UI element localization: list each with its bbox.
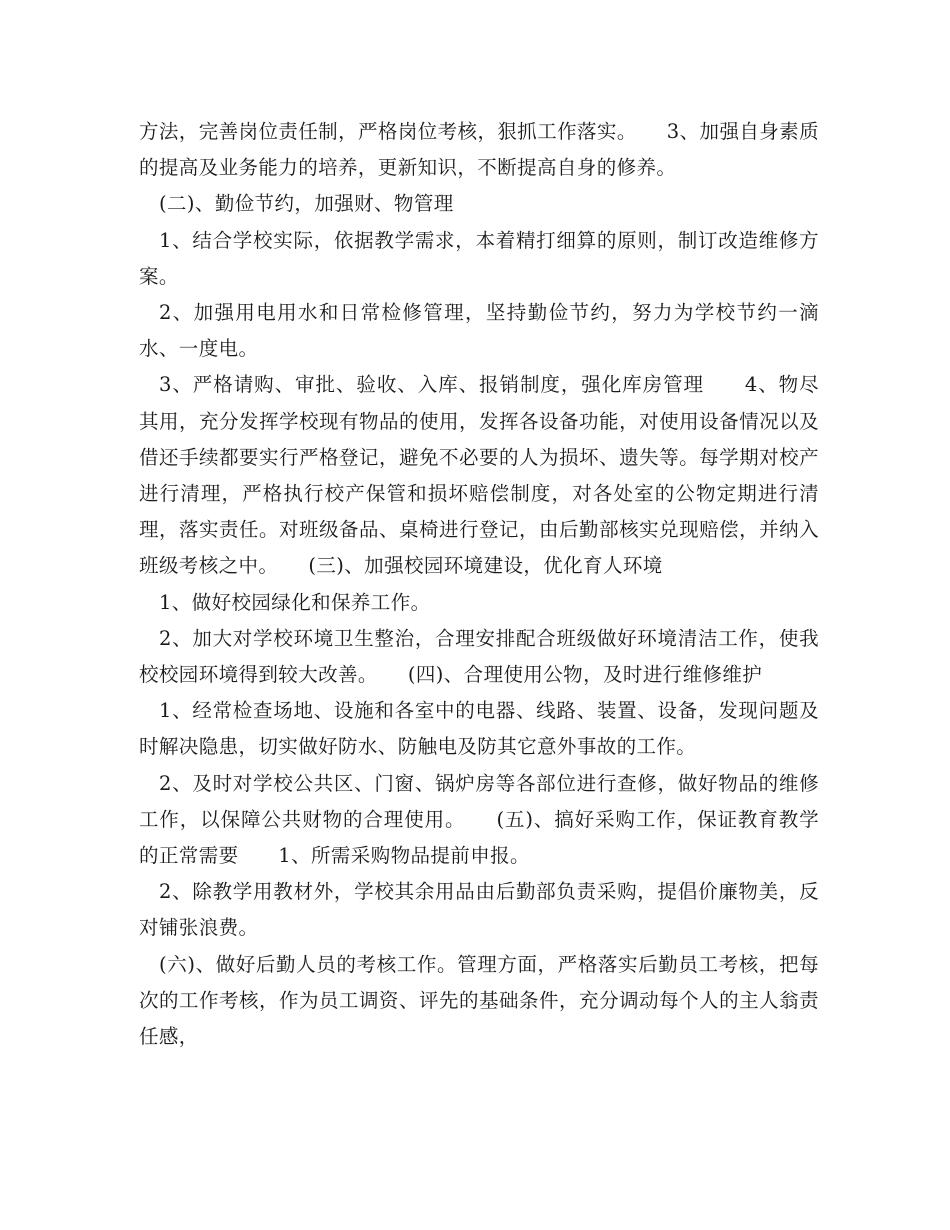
paragraph: 1、做好校园绿化和保养工作。 xyxy=(159,590,431,614)
paragraph: 2、加强用电用水和日常检修管理，坚持勤俭节约，努力为学校节约一滴水、一度电。 xyxy=(139,301,819,361)
paragraph: 2、及时对学校公共区、门窗、锅炉房等各部位进行查修，做好物品的维修工作，以保障公共财物的合理使用。 (五)、搞好采购工作，保证教育教学的正常需要 1、所需采购物品提前申报。 xyxy=(139,771,819,868)
section-heading: (六)、做好后勤人员的考核工作。管理方面，严格落实后勤员工考核，把每次的工作考核，作为员工调资、评先的基础条件，充分调动每个人的主人翁责任感， xyxy=(139,952,819,1049)
document-body xyxy=(139,114,819,1055)
paragraph: 1、结合学校实际，依据教学需求，本着精打细算的原则，制订改造维修方案。 xyxy=(139,228,819,288)
section-heading: (二)、勤俭节约，加强财、物管理 xyxy=(159,192,454,216)
paragraph: 2、加大对学校环境卫生整治，合理安排配合班级做好环境清洁工作，使我校校园环境得到较大改善。 (四)、合理使用公物，及时进行维修维护 xyxy=(139,626,819,687)
paragraph: 2、除教学用教材外，学校其余用品由后勤部负责采购，提倡价廉物美，反对铺张浪费。 xyxy=(139,880,819,940)
paragraph: 3、严格请购、审批、验收、入库、报销制度，强化库房管理 4、物尽其用，充分发挥学校现有物品的使用，发挥各设备功能，对使用设备情况以及借还手续都要实行严格登记，避免不必要的人为损坏、遗失等。每学期对校产进行清理，严格执行校产保管和损坏赔偿制度，对各处室的公物定期进行清理，落实责任。对班级备品、桌椅进行登记，由后勤部核实兑现赔偿，并纳入班级考核之中。 (三)、加强校园环境建设，优化育人环境 xyxy=(139,373,819,578)
paragraph: 方法，完善岗位责任制，严格岗位考核，狠抓工作落实。 3、加强自身素质的提高及业务能力的培养，更新知识，不断提高自身的修养。 xyxy=(139,120,819,180)
paragraph: 1、经常检查场地、设施和各室中的电器、线路、装置、设备，发现问题及时解决隐患，切实做好防水、防触电及防其它意外事故的工作。 xyxy=(139,699,819,759)
